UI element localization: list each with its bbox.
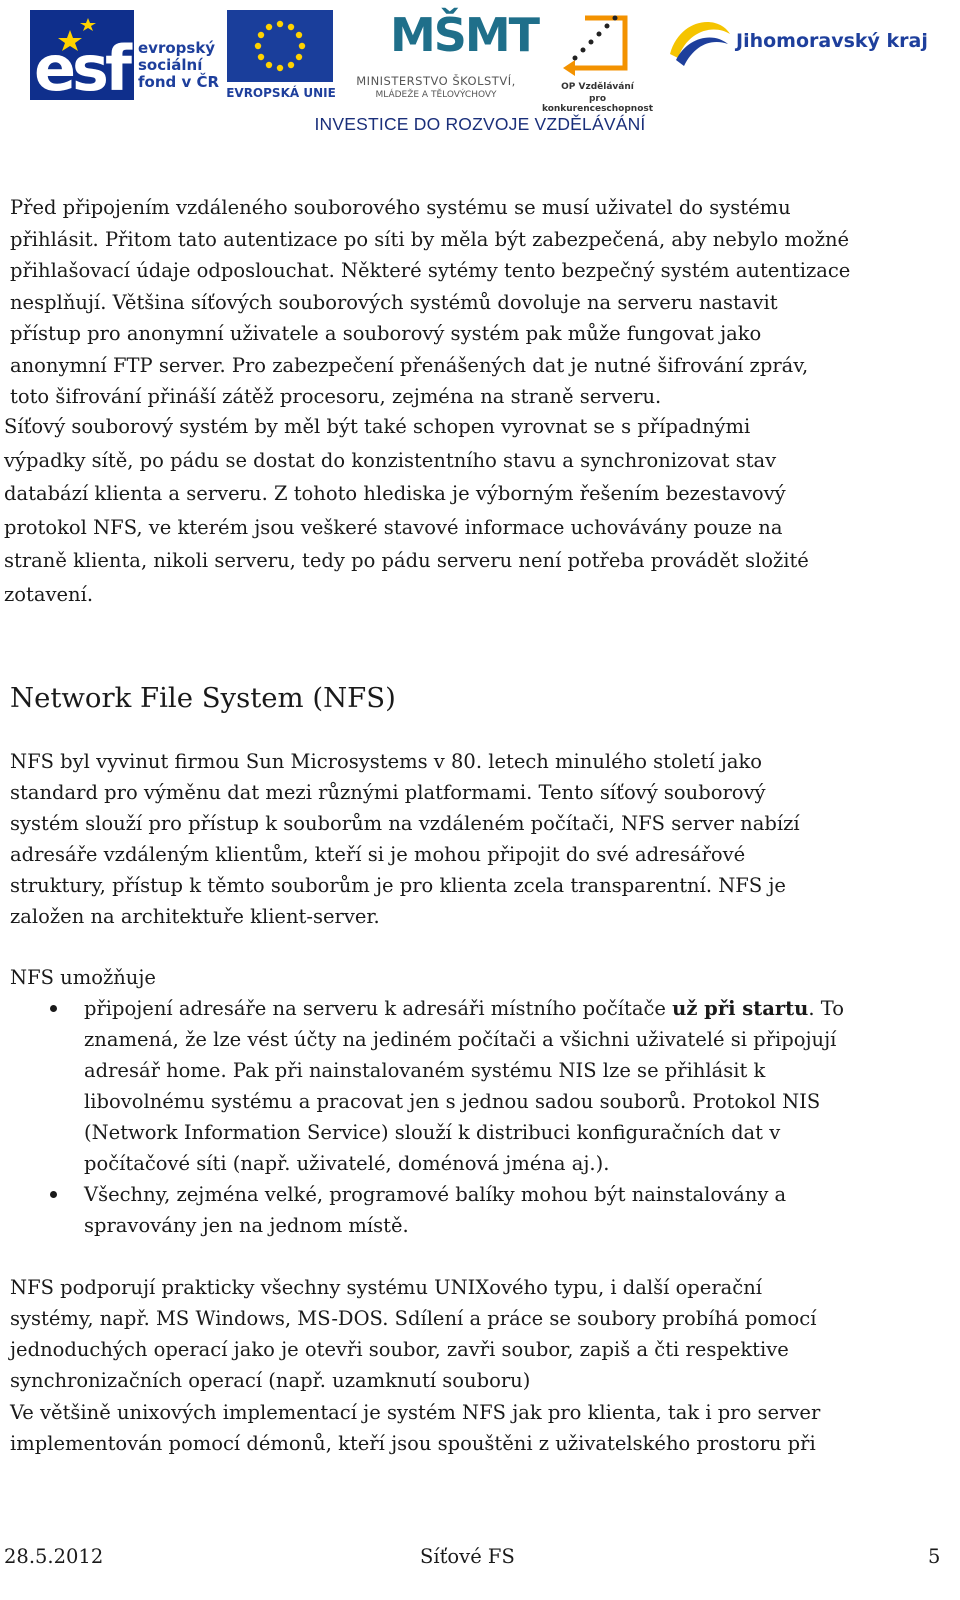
text-line: systém slouží pro přístup k souborům na vzdáleném počítači, NFS server nabízí	[10, 812, 800, 835]
op-caption-line: pro konkurenceschopnost	[541, 94, 654, 114]
footer-title: Síťové FS	[420, 1545, 515, 1568]
text-line: toto šifrování přináší zátěž procesoru, zejména na straně serveru.	[10, 385, 662, 408]
op-caption-line: OP Vzdělávání	[561, 82, 634, 92]
msmt-caption-line: MINISTERSTVO ŠKOLSTVÍ,	[356, 74, 516, 88]
text-run: připojení adresáře na serveru k adresáři místního počítače	[84, 997, 673, 1020]
esf-caption-line: evropský	[138, 39, 216, 57]
text-line: znamená, že lze vést účty na jediném počítači a všichni uživatelé si připojují	[84, 1028, 837, 1051]
msmt-logo	[342, 8, 539, 103]
text-line: struktury, přístup k těmto souborům je pro klienta zcela transparentní. NFS je	[10, 874, 786, 897]
text-line: standard pro výměnu dat mezi různými platformami. Tento síťový souborový	[10, 781, 766, 804]
text-line: jednoduchých operací jako je otevři soubor, zavři soubor, zapiš a čti respektive	[10, 1338, 789, 1361]
text-line: spravovány jen na jednom místě.	[84, 1214, 409, 1237]
footer-date: 28.5.2012	[4, 1545, 104, 1568]
bullet-list	[0, 993, 844, 1241]
text-line: anonymní FTP server. Pro zabezpečení přenášených dat je nutné šifrování zpráv,	[10, 353, 809, 377]
msmt-mark: MŠMT	[390, 8, 539, 62]
esf-caption-line: fond v ČR	[138, 73, 220, 91]
esf-logo	[30, 10, 220, 105]
eu-logo	[225, 10, 337, 100]
msmt-caption-line: MLÁDEŽE A TĚLOVÝCHOVY	[375, 90, 497, 100]
text-line: nesplňují. Většina síťových souborových systémů dovoluje na serveru nastavit	[10, 290, 778, 314]
text-line: NFS byl vyvinut firmou Sun Microsystems v 80. letech minulého století jako	[10, 750, 763, 773]
text-line: Před připojením vzdáleného souborového systému se musí uživatel do systému	[10, 196, 791, 219]
text-line: počítačové síti (např. uživatelé, doménová jména aj.).	[84, 1152, 610, 1175]
jmk-swoosh-icon	[666, 10, 732, 70]
paragraph-nfs-daemons	[10, 1397, 820, 1459]
eu-flag	[227, 10, 333, 82]
text-line: založen na architektuře klient-server.	[10, 905, 380, 928]
text-line: implementován pomocí démonů, kteří jsou spouštěni z uživatelského prostoru při	[10, 1432, 816, 1455]
logo-banner	[0, 0, 960, 145]
text-line: Všechny, zejména velké, programové balíky mohou být nainstalovány a	[84, 1183, 787, 1206]
section-heading: Network File System (NFS)	[10, 682, 396, 714]
paragraph-resilience	[4, 410, 809, 611]
bullet-icon	[50, 1005, 57, 1012]
esf-mark	[30, 10, 134, 105]
text-line: protokol NFS, ve kterém jsou veškeré stavové informace uchovávány pouze na	[4, 515, 783, 539]
esf-caption	[138, 40, 219, 91]
bold-text: už při startu	[672, 997, 809, 1020]
text-line: přístup pro anonymní uživatele a souborový systém pak může fungovat jako	[10, 322, 762, 345]
list-item	[0, 1179, 844, 1241]
text-line: libovolnému systému a pracovat jen s jednou sadou souborů. Protokol NIS	[84, 1090, 821, 1113]
op-logo	[535, 8, 660, 114]
text-line: zotavení.	[4, 582, 94, 606]
jmk-logo	[666, 10, 946, 70]
text-line: adresář home. Pak při nainstalovaném systému NIS lze se přihlásit k	[84, 1059, 766, 1082]
eu-stars-icon	[227, 10, 333, 82]
esf-caption-line: sociální	[138, 56, 203, 74]
eu-caption: EVROPSKÁ UNIE	[226, 86, 336, 100]
text-line: straně klienta, nikoli serveru, tedy po pádu serveru není potřeba provádět složité	[4, 549, 809, 572]
paragraph-authentication	[10, 192, 850, 413]
paragraph-nfs-intro	[10, 746, 800, 932]
text-line: adresáře vzdáleným klientům, kteří si je mohou připojit do své adresářové	[10, 843, 746, 866]
paragraph-nfs-support	[10, 1272, 816, 1396]
text-line: systémy, např. MS Windows, MS-DOS. Sdílení a práce se soubory probíhá pomocí	[10, 1307, 817, 1330]
page-number: 5	[928, 1545, 941, 1568]
text-line: databází klienta a serveru. Z tohoto hlediska je výborným řešením bezestavový	[4, 482, 786, 505]
paragraph-nfs-enables	[10, 962, 156, 993]
text-line: přihlašovací údaje odposlouchat. Některé sytémy tento bezpečný systém autentizace	[10, 259, 851, 282]
list-item	[0, 993, 844, 1179]
text-line	[84, 997, 844, 1020]
text-line: (Network Information Service) slouží k distribuci konfiguračních dat v	[84, 1121, 781, 1144]
text-line: synchronizačních operací (např. uzamknutí souboru)	[10, 1369, 531, 1392]
op-arrow-icon	[535, 8, 660, 80]
text-line: výpadky sítě, po pádu se dostat do konzistentního stavu a synchronizovat stav	[4, 448, 777, 472]
text-line: Ve většině unixových implementací je systém NFS jak pro klienta, tak i pro server	[10, 1401, 821, 1424]
bullet-icon	[50, 1191, 57, 1198]
investice-slogan: INVESTICE DO ROZVOJE VZDĚLÁVÁNÍ	[314, 114, 646, 134]
text-line: NFS umožňuje	[10, 966, 156, 989]
esf-mark-text: esf	[34, 32, 128, 105]
jmk-text: Jihomoravský kraj	[736, 30, 928, 52]
text-run: . To	[808, 997, 845, 1020]
text-line: přihlásit. Přitom tato autentizace po síti by měla být zabezpečená, aby nebylo možné	[10, 227, 850, 251]
text-line: NFS podporují prakticky všechny systému UNIXového typu, i další operační	[10, 1276, 762, 1299]
text-line: Síťový souborový systém by měl být také schopen vyrovnat se s případnými	[4, 415, 751, 438]
